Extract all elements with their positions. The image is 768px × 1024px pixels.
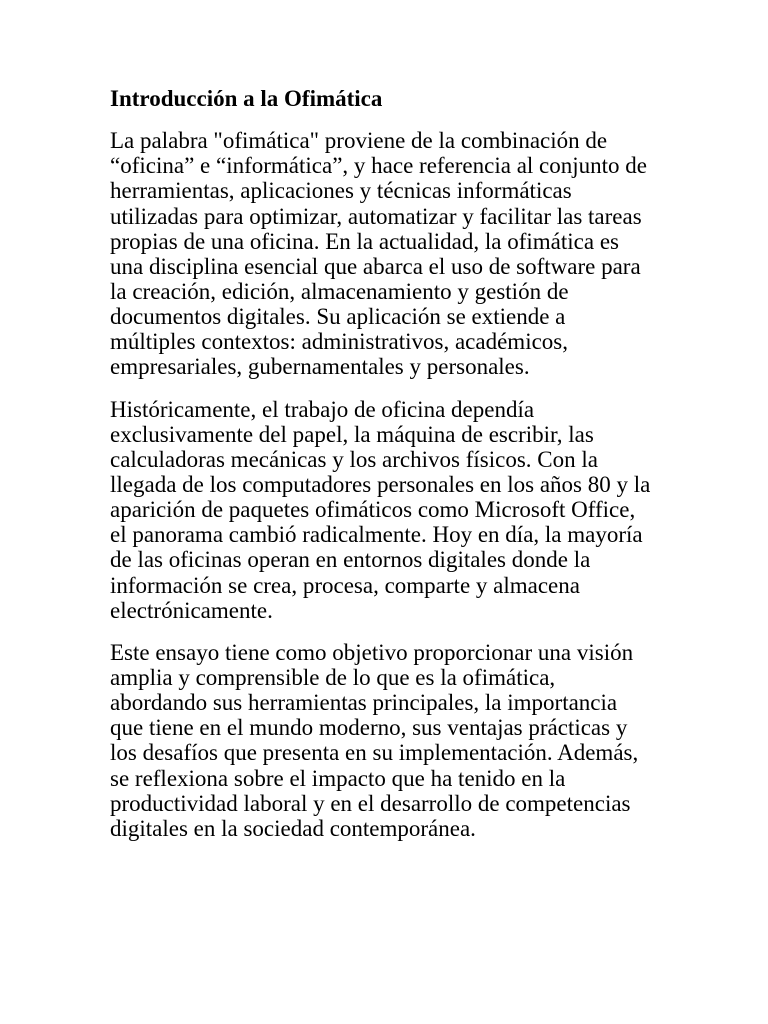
paragraph-2 <box>110 397 730 623</box>
text-line: la creación, edición, almacenamiento y gestión de <box>110 279 569 304</box>
text-line: utilizadas para optimizar, automatizar y facilitar las tareas <box>110 203 642 229</box>
text-line: herramientas, aplicaciones y técnicas informáticas <box>110 178 572 204</box>
text-line: documentos digitales. Su aplicación se extiende a <box>110 304 566 330</box>
text-line: calculadoras mecánicas y los archivos físicos. Con la <box>110 446 598 472</box>
document-title: Introducción a la Ofimática <box>110 86 383 111</box>
text-line: se reflexiona sobre el impacto que ha tenido en la <box>110 765 566 791</box>
paragraph-1 <box>110 128 730 379</box>
text-line: llegada de los computadores personales en los años 80 y la <box>110 471 651 497</box>
text-line: digitales en la sociedad contemporánea. <box>110 815 476 841</box>
paragraph-3 <box>110 640 730 841</box>
text-line: que tiene en el mundo moderno, sus ventajas prácticas y <box>110 715 628 741</box>
text-line: propias de una oficina. En la actualidad, la ofimática es <box>110 228 619 254</box>
text-line: información se crea, procesa, comparte y almacena <box>110 572 580 598</box>
text-line: empresariales, gubernamentales y personales. <box>110 354 530 380</box>
text-line: electrónicamente. <box>110 597 273 623</box>
text-line: los desafíos que presenta en su implementación. Además, <box>110 740 639 766</box>
text-line: amplia y comprensible de lo que es la ofimática, <box>110 664 556 690</box>
text-line: el panorama cambió radicalmente. Hoy en día, la mayoría <box>110 522 643 548</box>
text-line: Históricamente, el trabajo de oficina dependía <box>110 396 535 422</box>
text-line: “oficina” e “informática”, y hace referencia al conjunto de <box>110 153 647 179</box>
text-line: abordando sus herramientas principales, la importancia <box>110 690 618 716</box>
text-line: de las oficinas operan en entornos digitales donde la <box>110 547 591 573</box>
text-line: múltiples contextos: administrativos, académicos, <box>110 329 568 355</box>
document-page <box>110 86 730 841</box>
text-line: una disciplina esencial que abarca el uso de software para <box>110 253 641 279</box>
text-line: La palabra "ofimática" proviene de la combinación de <box>110 128 608 154</box>
text-line: aparición de paquetes ofimáticos como Microsoft Office, <box>110 497 636 523</box>
text-line: Este ensayo tiene como objetivo proporcionar una visión <box>110 639 634 665</box>
text-line: productividad laboral y en el desarrollo de competencias <box>110 790 631 816</box>
text-line: exclusivamente del papel, la máquina de escribir, las <box>110 421 594 447</box>
